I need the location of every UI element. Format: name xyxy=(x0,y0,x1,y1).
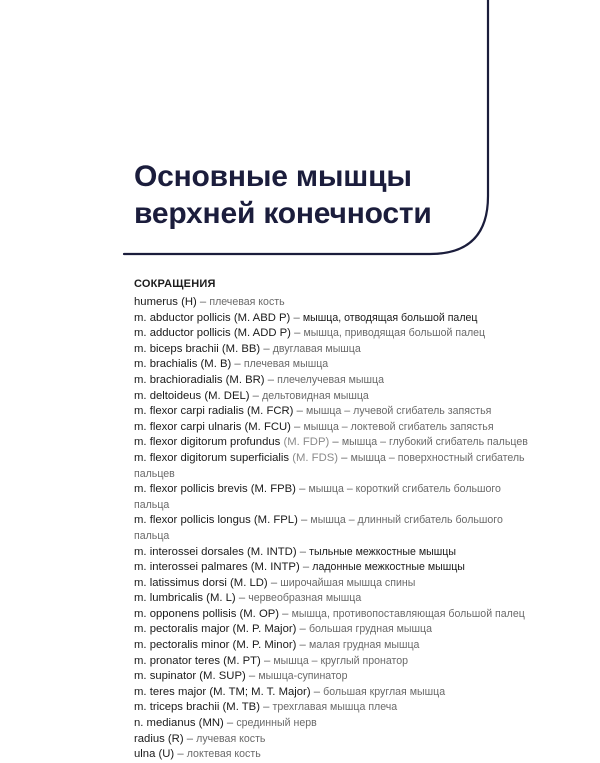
abbreviation-item xyxy=(134,373,534,389)
separator: – xyxy=(290,327,304,340)
abbreviation-item xyxy=(134,700,534,716)
abbreviation-definition: мышца, отводящая большой палец xyxy=(302,311,478,324)
separator: – xyxy=(260,654,274,667)
separator: – xyxy=(267,576,281,589)
abbreviation-item xyxy=(134,685,534,701)
abbreviation-definition: мышца – короткий сгибатель большого пальца xyxy=(134,483,501,511)
abbreviation-term: m. latissimus dorsi (M. LD) xyxy=(134,576,268,589)
abbreviation-item xyxy=(134,482,534,513)
abbreviation-item xyxy=(134,295,534,311)
abbreviation-item xyxy=(134,622,534,638)
separator: – xyxy=(338,451,351,464)
separator: – xyxy=(310,685,324,698)
abbreviation-definition: большая грудная мышца xyxy=(308,623,432,636)
abbreviation-item xyxy=(134,716,534,732)
abbreviation-item xyxy=(134,357,534,373)
separator: – xyxy=(245,670,259,683)
separator: – xyxy=(231,358,244,371)
abbreviation-term: ulna (U) xyxy=(134,748,175,761)
separator: – xyxy=(235,592,249,605)
abbreviation-term: m. interossei palmares (M. INTP) xyxy=(134,561,300,574)
abbreviation-term: m. flexor digitorum superficialis xyxy=(134,451,290,464)
abbreviation-definition: трехглавая мышца плеча xyxy=(272,701,398,714)
abbreviation-code: (M. FDS) xyxy=(292,451,339,464)
separator: – xyxy=(296,639,309,652)
separator: – xyxy=(259,701,273,714)
abbreviation-item xyxy=(134,654,534,670)
abbreviation-term: m. pronator teres (M. PT) xyxy=(134,654,261,667)
separator: – xyxy=(295,483,309,496)
separator: – xyxy=(299,561,313,574)
separator: – xyxy=(223,717,237,730)
abbreviation-term: m. flexor carpi ulnaris (M. FCU) xyxy=(134,420,291,433)
abbreviation-definition: плечелучевая мышца xyxy=(277,373,384,386)
abbreviation-term: humerus (H) xyxy=(134,296,197,308)
separator: – xyxy=(329,436,342,449)
page-title xyxy=(134,158,432,232)
abbreviation-term: m. interossei dorsales (M. INTD) xyxy=(134,545,297,558)
abbreviation-definition: срединный нерв xyxy=(236,717,317,730)
abbreviation-item xyxy=(134,607,534,623)
abbreviation-item xyxy=(134,638,534,654)
abbreviation-item xyxy=(134,669,534,685)
abbreviation-item xyxy=(134,591,534,607)
abbreviations-list xyxy=(134,295,534,763)
abbreviation-definition: тыльные межкостные мышцы xyxy=(309,545,456,558)
abbreviation-definition: мышца – глубокий сгибатель пальцев xyxy=(341,436,528,449)
abbreviation-term: m. pectoralis major (M. P. Major) xyxy=(134,623,297,636)
abbreviation-term: m. abductor pollicis (M. ABD P) xyxy=(134,311,291,324)
abbreviation-term: m. flexor pollicis longus (M. FPL) xyxy=(134,514,298,527)
abbreviation-definition: мышца-супинатор xyxy=(258,670,348,683)
abbreviation-definition: широчайшая мышца спины xyxy=(280,576,416,589)
separator: – xyxy=(297,514,311,527)
abbreviation-item xyxy=(134,326,534,342)
abbreviation-term: m. pectoralis minor (M. P. Minor) xyxy=(134,639,297,652)
separator: – xyxy=(290,311,303,324)
abbreviation-item xyxy=(134,545,534,561)
abbreviation-definition: двуглавая мышца xyxy=(272,342,361,355)
separator: – xyxy=(296,545,310,558)
abbreviation-term: radius (R) xyxy=(134,732,184,745)
abbreviations-heading: СОКРАЩЕНИЯ xyxy=(134,278,216,290)
abbreviation-term: m. biceps brachii (M. BB) xyxy=(134,342,261,355)
abbreviation-definition: плечевая кость xyxy=(209,296,285,308)
abbreviation-term: m. brachioradialis (M. BR) xyxy=(134,373,265,386)
abbreviation-item xyxy=(134,311,534,327)
separator: – xyxy=(174,748,187,761)
abbreviation-definition: ладонные межкостные мышцы xyxy=(312,561,465,574)
abbreviation-item xyxy=(134,576,534,592)
separator: – xyxy=(260,342,273,355)
title-line-2: верхней конечности xyxy=(134,197,432,230)
abbreviation-term: m. lumbricalis (M. L) xyxy=(134,592,236,605)
abbreviation-item xyxy=(134,342,534,358)
separator: – xyxy=(279,607,292,620)
abbreviation-item xyxy=(134,560,534,576)
abbreviation-code: (M. FDP) xyxy=(283,436,330,449)
separator: – xyxy=(290,420,304,433)
abbreviation-item xyxy=(134,404,534,420)
abbreviation-definition: мышца – круглый пронатор xyxy=(273,654,409,667)
abbreviation-definition: лучевая кость xyxy=(196,732,266,745)
abbreviation-term: m. adductor pollicis (M. ADD P) xyxy=(134,327,291,340)
abbreviation-definition: мышца – локтевой сгибатель запястья xyxy=(303,420,494,433)
separator: – xyxy=(196,296,210,308)
abbreviation-term: m. supinator (M. SUP) xyxy=(134,670,246,683)
separator: – xyxy=(264,373,278,386)
abbreviation-definition: мышца – длинный сгибатель большого пальца xyxy=(134,514,503,542)
abbreviation-item xyxy=(134,435,534,451)
abbreviation-definition: червеобразная мышца xyxy=(248,592,362,605)
abbreviation-definition: мышца, противопоставляющая большой палец xyxy=(291,607,525,620)
abbreviation-term: m. teres major (M. TM; M. T. Major) xyxy=(134,685,311,698)
abbreviation-term: n. medianus (MN) xyxy=(134,717,224,730)
abbreviation-definition: локтевая кость xyxy=(186,748,261,761)
abbreviation-definition: мышца – лучевой сгибатель запястья xyxy=(306,405,492,418)
abbreviation-term: m. brachialis (M. B) xyxy=(134,358,232,371)
abbreviation-term: m. flexor carpi radialis (M. FCR) xyxy=(134,405,294,418)
abbreviation-term: m. deltoideus (M. DEL) xyxy=(134,389,250,402)
abbreviation-term: m. flexor digitorum profundus xyxy=(134,436,281,449)
abbreviation-item xyxy=(134,451,534,482)
abbreviation-definition: большая круглая мышца xyxy=(323,685,446,698)
abbreviation-item xyxy=(134,389,534,405)
separator: – xyxy=(183,732,197,745)
abbreviation-definition: дельтовидная мышца xyxy=(262,389,369,402)
abbreviation-term: m. flexor pollicis brevis (M. FPB) xyxy=(134,483,296,496)
title-line-1: Основные мышцы xyxy=(134,160,412,193)
abbreviation-item xyxy=(134,420,534,436)
separator: – xyxy=(293,405,306,418)
abbreviation-term: m. opponens pollisis (M. OP) xyxy=(134,607,280,620)
separator: – xyxy=(296,623,309,636)
separator: – xyxy=(249,389,263,402)
abbreviation-definition: мышца – поверхностный сгибатель пальцев xyxy=(134,451,525,480)
abbreviation-item xyxy=(134,732,534,748)
abbreviation-definition: малая грудная мышца xyxy=(308,639,420,652)
abbreviation-definition: плечевая мышца xyxy=(243,358,329,371)
abbreviation-definition: мышца, приводящая большой палец xyxy=(303,327,486,340)
abbreviation-term: m. triceps brachii (M. TB) xyxy=(134,701,260,714)
abbreviation-item xyxy=(134,513,534,544)
